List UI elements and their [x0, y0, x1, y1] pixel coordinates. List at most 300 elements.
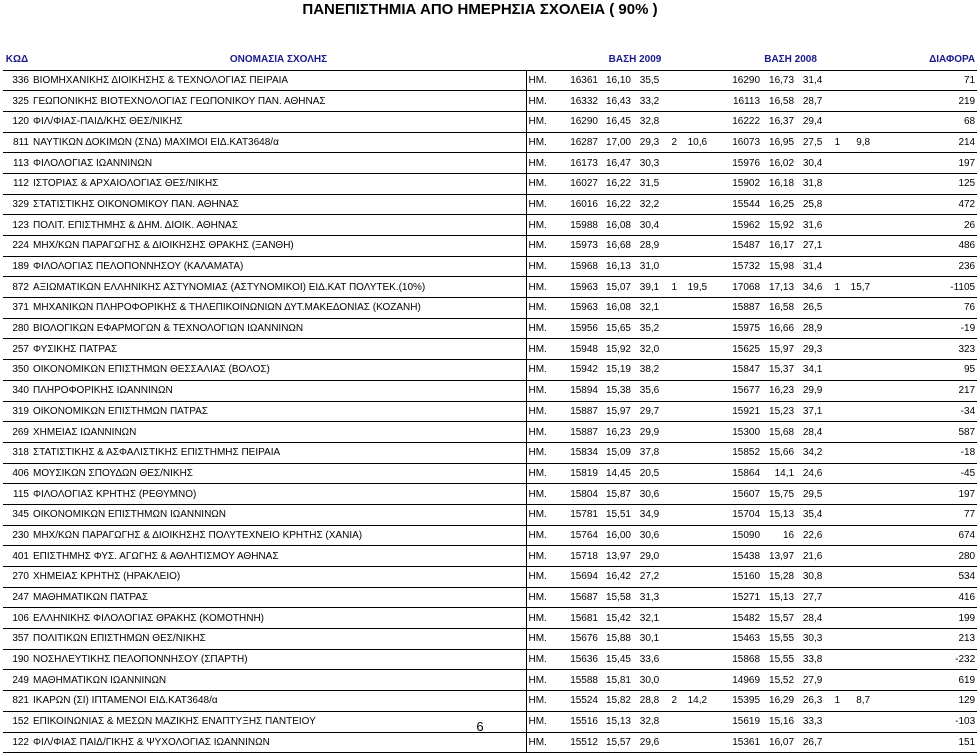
row-extra-value-2009 — [679, 567, 709, 588]
row-avg-2009: 13,97 — [600, 546, 633, 567]
row-code: 120 — [3, 111, 31, 132]
table-row — [3, 670, 977, 691]
row-base-2008: 15619 — [709, 711, 762, 732]
row-code: 106 — [3, 608, 31, 629]
row-extra-value-2009 — [679, 215, 709, 236]
row-school-name: ΠΟΛΙΤΙΚΩΝ ΕΠΙΣΤΗΜΩΝ ΘΕΣ/ΝΙΚΗΣ — [31, 629, 526, 650]
row-base-2009: 15764 — [561, 525, 600, 546]
row-pct-2008: 34,2 — [796, 442, 829, 463]
row-base-2009: 15834 — [561, 442, 600, 463]
row-extra-value-2009 — [679, 298, 709, 319]
row-avg-2008: 15,37 — [762, 360, 796, 381]
row-avg-2008: 16,29 — [762, 691, 796, 712]
row-base-2008: 15463 — [709, 629, 762, 650]
row-pct-2009: 32,8 — [633, 111, 666, 132]
row-base-2008: 15921 — [709, 401, 762, 422]
page-title: ΠΑΝΕΠΙΣΤΗΜΙΑ ΑΠΟ ΗΜΕΡΗΣΙΑ ΣΧΟΛΕΙΑ ( 90% ) — [302, 1, 658, 18]
row-code: 115 — [3, 484, 31, 505]
row-avg-2009: 17,00 — [600, 132, 633, 153]
row-school-name: ΠΛΗΡΟΦΟΡΙΚΗΣ ΙΩΑΝΝΙΝΩΝ — [31, 380, 526, 401]
row-base-2009: 15804 — [561, 484, 600, 505]
row-base-2009: 15988 — [561, 215, 600, 236]
row-school-name: ΕΠΙΣΤΗΜΗΣ ΦΥΣ. ΑΓΩΓΗΣ & ΑΘΛΗΤΙΣΜΟΥ ΑΘΗΝΑΣ — [31, 546, 526, 567]
row-base-2008: 15090 — [709, 525, 762, 546]
row-base-2009: 15516 — [561, 711, 600, 732]
row-extra-value-2008 — [842, 298, 872, 319]
row-code: 872 — [3, 277, 31, 298]
row-extra-count-2009 — [666, 649, 679, 670]
row-extra-count-2008 — [829, 70, 842, 91]
row-pct-2008: 29,9 — [796, 380, 829, 401]
row-base-2008: 15271 — [709, 587, 762, 608]
row-extra-value-2008 — [842, 546, 872, 567]
row-avg-2009: 15,82 — [600, 691, 633, 712]
row-pct-2009: 30,6 — [633, 484, 666, 505]
row-pct-2009: 20,5 — [633, 463, 666, 484]
row-difference: -232 — [872, 649, 977, 670]
row-school-name: ΧΗΜΕΙΑΣ ΙΩΑΝΝΙΝΩΝ — [31, 422, 526, 443]
row-avg-2008: 15,75 — [762, 484, 796, 505]
row-avg-2009: 15,51 — [600, 504, 633, 525]
row-avg-2008: 15,23 — [762, 401, 796, 422]
row-pct-2009: 29,3 — [633, 132, 666, 153]
row-code: 249 — [3, 670, 31, 691]
row-type: ΗΜ. — [526, 194, 561, 215]
row-extra-count-2008 — [829, 194, 842, 215]
row-school-name: ΟΙΚΟΝΟΜΙΚΩΝ ΕΠΙΣΤΗΜΩΝ ΙΩΑΝΝΙΝΩΝ — [31, 504, 526, 525]
row-pct-2009: 35,6 — [633, 380, 666, 401]
row-pct-2009: 33,6 — [633, 649, 666, 670]
row-difference: 323 — [872, 339, 977, 360]
row-extra-count-2009 — [666, 463, 679, 484]
row-extra-count-2008 — [829, 587, 842, 608]
row-type: ΗΜ. — [526, 360, 561, 381]
row-extra-value-2008 — [842, 91, 872, 112]
row-pct-2008: 31,4 — [796, 256, 829, 277]
row-pct-2008: 28,7 — [796, 91, 829, 112]
row-difference: 472 — [872, 194, 977, 215]
row-base-2009: 15694 — [561, 567, 600, 588]
row-code: 257 — [3, 339, 31, 360]
row-difference: 151 — [872, 732, 977, 753]
row-extra-count-2009 — [666, 546, 679, 567]
row-type: ΗΜ. — [526, 422, 561, 443]
row-pct-2009: 34,9 — [633, 504, 666, 525]
row-difference: 26 — [872, 215, 977, 236]
row-school-name: ΣΤΑΤΙΣΤΙΚΗΣ ΟΙΚΟΝΟΜΙΚΟΥ ΠΑΝ. ΑΘΗΝΑΣ — [31, 194, 526, 215]
table-row — [3, 298, 977, 319]
table-row — [3, 608, 977, 629]
row-extra-value-2008 — [842, 525, 872, 546]
row-code: 318 — [3, 442, 31, 463]
row-extra-value-2009 — [679, 194, 709, 215]
row-avg-2009: 15,09 — [600, 442, 633, 463]
row-difference: 280 — [872, 546, 977, 567]
row-code: 406 — [3, 463, 31, 484]
table-header-row — [3, 50, 977, 70]
row-code: 269 — [3, 422, 31, 443]
row-pct-2008: 28,9 — [796, 318, 829, 339]
row-extra-value-2009 — [679, 732, 709, 753]
row-extra-count-2009 — [666, 587, 679, 608]
row-school-name: ΜΗΧΑΝΙΚΩΝ ΠΛΗΡΟΦΟΡΙΚΗΣ & ΤΗΛΕΠΙΚΟΙΝΩΝΙΩΝ ΔΥΤ.ΜΑΚΕΔΟΝΙΑΣ (ΚΟΖΑΝΗ) — [31, 298, 526, 319]
row-school-name: ΣΤΑΤΙΣΤΙΚΗΣ & ΑΣΦΑΛΙΣΤΙΚΗΣ ΕΠΙΣΤΗΜΗΣ ΠΕΙΡΑΙΑ — [31, 442, 526, 463]
row-extra-count-2009: 2 — [666, 132, 679, 153]
row-type: ΗΜ. — [526, 380, 561, 401]
row-base-2009: 15636 — [561, 649, 600, 670]
row-extra-value-2008 — [842, 629, 872, 650]
row-extra-value-2009 — [679, 587, 709, 608]
row-type: ΗΜ. — [526, 463, 561, 484]
table-row — [3, 691, 977, 712]
table-row — [3, 587, 977, 608]
row-base-2008: 15677 — [709, 380, 762, 401]
row-pct-2008: 27,7 — [796, 587, 829, 608]
row-pct-2009: 29,7 — [633, 401, 666, 422]
row-school-name: ΒΙΟΜΗΧΑΝΙΚΗΣ ΔΙΟΙΚΗΣΗΣ & ΤΕΧΝΟΛΟΓΙΑΣ ΠΕΙΡΑΙΑ — [31, 70, 526, 91]
row-avg-2008: 16,18 — [762, 173, 796, 194]
row-avg-2008: 16,66 — [762, 318, 796, 339]
table-row — [3, 525, 977, 546]
row-difference: 674 — [872, 525, 977, 546]
row-difference: -1105 — [872, 277, 977, 298]
row-type: ΗΜ. — [526, 442, 561, 463]
row-difference: 217 — [872, 380, 977, 401]
row-base-2009: 15973 — [561, 236, 600, 257]
row-avg-2009: 16,22 — [600, 173, 633, 194]
row-type: ΗΜ. — [526, 629, 561, 650]
row-code: 811 — [3, 132, 31, 153]
row-extra-count-2008 — [829, 173, 842, 194]
row-code: 189 — [3, 256, 31, 277]
row-base-2008: 15544 — [709, 194, 762, 215]
row-pct-2009: 39,1 — [633, 277, 666, 298]
row-type: ΗΜ. — [526, 256, 561, 277]
table-row — [3, 132, 977, 153]
row-pct-2008: 26,7 — [796, 732, 829, 753]
row-avg-2008: 15,97 — [762, 339, 796, 360]
row-extra-value-2008 — [842, 339, 872, 360]
row-extra-count-2008 — [829, 504, 842, 525]
row-pct-2008: 37,1 — [796, 401, 829, 422]
row-extra-value-2008: 9,8 — [842, 132, 872, 153]
row-school-name: ΜΗΧ/ΚΩΝ ΠΑΡΑΓΩΓΗΣ & ΔΙΟΙΚΗΣΗΣ ΘΡΑΚΗΣ (ΞΑΝΘΗ) — [31, 236, 526, 257]
row-type: ΗΜ. — [526, 401, 561, 422]
row-base-2009: 15718 — [561, 546, 600, 567]
row-extra-count-2009 — [666, 380, 679, 401]
row-extra-count-2009 — [666, 173, 679, 194]
row-base-2008: 14969 — [709, 670, 762, 691]
row-code: 113 — [3, 153, 31, 174]
row-pct-2009: 28,8 — [633, 691, 666, 712]
row-avg-2008: 15,16 — [762, 711, 796, 732]
row-code: 350 — [3, 360, 31, 381]
row-avg-2009: 15,38 — [600, 380, 633, 401]
row-difference: 77 — [872, 504, 977, 525]
row-code: 122 — [3, 732, 31, 753]
row-base-2009: 15942 — [561, 360, 600, 381]
row-avg-2009: 16,68 — [600, 236, 633, 257]
row-extra-count-2009: 2 — [666, 691, 679, 712]
row-extra-count-2008 — [829, 401, 842, 422]
row-base-2008: 15887 — [709, 298, 762, 319]
row-extra-value-2009 — [679, 608, 709, 629]
row-extra-count-2009 — [666, 215, 679, 236]
row-base-2009: 15894 — [561, 380, 600, 401]
row-school-name: ΠΟΛΙΤ. ΕΠΙΣΤΗΜΗΣ & ΔΗΜ. ΔΙΟΙΚ. ΑΘΗΝΑΣ — [31, 215, 526, 236]
table-row — [3, 463, 977, 484]
row-pct-2009: 32,1 — [633, 298, 666, 319]
header-base-2008: ΒΑΣΗ 2008 — [709, 50, 872, 70]
row-avg-2009: 16,10 — [600, 70, 633, 91]
row-extra-count-2009 — [666, 298, 679, 319]
row-avg-2008: 15,28 — [762, 567, 796, 588]
row-extra-value-2009 — [679, 173, 709, 194]
row-pct-2008: 28,4 — [796, 608, 829, 629]
row-pct-2009: 33,2 — [633, 91, 666, 112]
row-difference: 534 — [872, 567, 977, 588]
row-extra-value-2008 — [842, 732, 872, 753]
row-pct-2008: 31,8 — [796, 173, 829, 194]
row-extra-value-2008 — [842, 463, 872, 484]
row-type: ΗΜ. — [526, 711, 561, 732]
row-avg-2009: 15,92 — [600, 339, 633, 360]
row-base-2009: 15676 — [561, 629, 600, 650]
row-extra-value-2008 — [842, 401, 872, 422]
row-extra-count-2008 — [829, 91, 842, 112]
header-difference: ΔΙΑΦΟΡΑ — [872, 50, 977, 70]
row-pct-2009: 30,6 — [633, 525, 666, 546]
row-code: 247 — [3, 587, 31, 608]
table-row — [3, 504, 977, 525]
table-row — [3, 70, 977, 91]
row-base-2008: 15361 — [709, 732, 762, 753]
row-base-2008: 16073 — [709, 132, 762, 153]
row-school-name: ΓΕΩΠΟΝΙΚΗΣ ΒΙΟΤΕΧΝΟΛΟΓΙΑΣ ΓΕΩΠΟΝΙΚΟΥ ΠΑΝ. ΑΘΗΝΑΣ — [31, 91, 526, 112]
row-avg-2009: 16,23 — [600, 422, 633, 443]
row-base-2008: 15962 — [709, 215, 762, 236]
row-base-2008: 15300 — [709, 422, 762, 443]
row-pct-2008: 21,6 — [796, 546, 829, 567]
row-base-2009: 16016 — [561, 194, 600, 215]
table-row — [3, 380, 977, 401]
table-row — [3, 339, 977, 360]
row-base-2008: 15868 — [709, 649, 762, 670]
row-type: ΗΜ. — [526, 525, 561, 546]
row-extra-count-2009 — [666, 256, 679, 277]
row-pct-2008: 31,4 — [796, 70, 829, 91]
header-base-2009: ΒΑΣΗ 2009 — [561, 50, 709, 70]
row-school-name: ΜΗΧ/ΚΩΝ ΠΑΡΑΓΩΓΗΣ & ΔΙΟΙΚΗΣΗΣ ΠΟΛΥΤΕΧΝΕΙΟ ΚΡΗΤΗΣ (ΧΑΝΙΑ) — [31, 525, 526, 546]
row-extra-count-2009 — [666, 360, 679, 381]
row-base-2008: 15395 — [709, 691, 762, 712]
row-type: ΗΜ. — [526, 132, 561, 153]
row-type: ΗΜ. — [526, 153, 561, 174]
row-extra-count-2008 — [829, 153, 842, 174]
row-base-2008: 16222 — [709, 111, 762, 132]
row-extra-value-2009 — [679, 463, 709, 484]
row-extra-value-2008 — [842, 608, 872, 629]
row-pct-2009: 31,5 — [633, 173, 666, 194]
table-row — [3, 442, 977, 463]
row-avg-2009: 15,58 — [600, 587, 633, 608]
row-base-2009: 16027 — [561, 173, 600, 194]
row-extra-value-2008 — [842, 504, 872, 525]
row-base-2009: 15781 — [561, 504, 600, 525]
row-school-name: ΜΑΘΗΜΑΤΙΚΩΝ ΠΑΤΡΑΣ — [31, 587, 526, 608]
row-base-2009: 15524 — [561, 691, 600, 712]
row-type: ΗΜ. — [526, 70, 561, 91]
row-pct-2009: 32,2 — [633, 194, 666, 215]
row-difference: 68 — [872, 111, 977, 132]
row-code: 340 — [3, 380, 31, 401]
header-code: ΚΩΔ — [3, 50, 31, 70]
row-extra-value-2009 — [679, 256, 709, 277]
row-extra-count-2008 — [829, 463, 842, 484]
row-base-2009: 16290 — [561, 111, 600, 132]
row-school-name: ΦΥΣΙΚΗΣ ΠΑΤΡΑΣ — [31, 339, 526, 360]
row-pct-2008: 30,8 — [796, 567, 829, 588]
row-extra-count-2009 — [666, 153, 679, 174]
row-avg-2009: 15,97 — [600, 401, 633, 422]
row-type: ΗΜ. — [526, 298, 561, 319]
row-extra-value-2009 — [679, 380, 709, 401]
row-school-name: ΝΑΥΤΙΚΩΝ ΔΟΚΙΜΩΝ (ΣΝΔ) ΜΑΧΙΜΟΙ ΕΙΔ.ΚΑΤ3648/α — [31, 132, 526, 153]
row-extra-count-2009 — [666, 732, 679, 753]
table-row — [3, 277, 977, 298]
table-row — [3, 153, 977, 174]
row-extra-count-2009 — [666, 484, 679, 505]
row-difference: 95 — [872, 360, 977, 381]
row-extra-count-2009 — [666, 111, 679, 132]
row-avg-2008: 15,57 — [762, 608, 796, 629]
row-avg-2008: 15,66 — [762, 442, 796, 463]
row-pct-2009: 32,1 — [633, 608, 666, 629]
row-pct-2008: 29,3 — [796, 339, 829, 360]
row-avg-2009: 16,22 — [600, 194, 633, 215]
row-base-2008: 15732 — [709, 256, 762, 277]
row-pct-2008: 27,9 — [796, 670, 829, 691]
table-row — [3, 422, 977, 443]
row-pct-2009: 27,2 — [633, 567, 666, 588]
row-school-name: ΙΣΤΟΡΙΑΣ & ΑΡΧΑΙΟΛΟΓΙΑΣ ΘΕΣ/ΝΙΚΗΣ — [31, 173, 526, 194]
row-type: ΗΜ. — [526, 608, 561, 629]
row-school-name: ΟΙΚΟΝΟΜΙΚΩΝ ΕΠΙΣΤΗΜΩΝ ΘΕΣΣΑΛΙΑΣ (ΒΟΛΟΣ) — [31, 360, 526, 381]
row-school-name: ΦΙΛΟΛΟΓΙΑΣ ΚΡΗΤΗΣ (ΡΕΘΥΜΝΟ) — [31, 484, 526, 505]
row-pct-2008: 34,6 — [796, 277, 829, 298]
row-extra-value-2009 — [679, 360, 709, 381]
row-extra-value-2009 — [679, 111, 709, 132]
row-avg-2009: 16,00 — [600, 525, 633, 546]
row-difference: -19 — [872, 318, 977, 339]
row-avg-2009: 15,65 — [600, 318, 633, 339]
row-difference: 197 — [872, 484, 977, 505]
table-row — [3, 401, 977, 422]
row-avg-2009: 15,87 — [600, 484, 633, 505]
row-type: ΗΜ. — [526, 732, 561, 753]
row-code: 123 — [3, 215, 31, 236]
row-school-name: ΙΚΑΡΩΝ (ΣΙ) ΙΠΤΑΜΕΝΟΙ ΕΙΔ.ΚΑΤ3648/α — [31, 691, 526, 712]
row-difference: 416 — [872, 587, 977, 608]
row-code: 190 — [3, 649, 31, 670]
row-extra-count-2009 — [666, 442, 679, 463]
page-number: 6 — [476, 719, 484, 734]
row-extra-value-2008 — [842, 380, 872, 401]
row-difference: 486 — [872, 236, 977, 257]
row-extra-count-2008 — [829, 608, 842, 629]
row-pct-2008: 30,3 — [796, 629, 829, 650]
row-pct-2008: 29,4 — [796, 111, 829, 132]
row-pct-2008: 27,5 — [796, 132, 829, 153]
row-code: 319 — [3, 401, 31, 422]
row-extra-count-2008 — [829, 215, 842, 236]
row-extra-value-2009: 19,5 — [679, 277, 709, 298]
table-row — [3, 236, 977, 257]
row-school-name: ΦΙΛΟΛΟΓΙΑΣ ΠΕΛΟΠΟΝΝΗΣΟΥ (ΚΑΛΑΜΑΤΑ) — [31, 256, 526, 277]
row-extra-value-2009 — [679, 422, 709, 443]
table-row — [3, 256, 977, 277]
header-name: ΟΝΟΜΑΣΙΑ ΣΧΟΛΗΣ — [31, 50, 526, 70]
row-type: ΗΜ. — [526, 484, 561, 505]
row-extra-value-2008 — [842, 173, 872, 194]
row-extra-count-2009 — [666, 91, 679, 112]
row-extra-value-2009: 10,6 — [679, 132, 709, 153]
row-avg-2009: 15,88 — [600, 629, 633, 650]
table-row — [3, 732, 977, 753]
row-base-2009: 15948 — [561, 339, 600, 360]
row-extra-value-2008 — [842, 587, 872, 608]
row-pct-2009: 32,8 — [633, 711, 666, 732]
row-difference: 587 — [872, 422, 977, 443]
row-extra-count-2008 — [829, 442, 842, 463]
row-base-2009: 15956 — [561, 318, 600, 339]
row-pct-2009: 37,8 — [633, 442, 666, 463]
row-pct-2009: 31,0 — [633, 256, 666, 277]
row-avg-2008: 16,58 — [762, 298, 796, 319]
row-type: ΗΜ. — [526, 277, 561, 298]
table-row — [3, 194, 977, 215]
row-extra-value-2008 — [842, 670, 872, 691]
row-pct-2008: 26,3 — [796, 691, 829, 712]
row-difference: 619 — [872, 670, 977, 691]
row-avg-2008: 16 — [762, 525, 796, 546]
row-base-2008: 15160 — [709, 567, 762, 588]
row-extra-count-2008 — [829, 567, 842, 588]
row-extra-count-2008: 1 — [829, 132, 842, 153]
row-pct-2008: 27,1 — [796, 236, 829, 257]
row-avg-2008: 16,73 — [762, 70, 796, 91]
row-code: 821 — [3, 691, 31, 712]
row-extra-value-2009 — [679, 401, 709, 422]
row-avg-2009: 16,42 — [600, 567, 633, 588]
row-base-2008: 15852 — [709, 442, 762, 463]
row-school-name: ΦΙΛ/ΦΙΑΣ-ΠΑΙΔ/ΚΗΣ ΘΕΣ/ΝΙΚΗΣ — [31, 111, 526, 132]
row-base-2009: 15887 — [561, 422, 600, 443]
row-base-2008: 15607 — [709, 484, 762, 505]
row-avg-2009: 16,47 — [600, 153, 633, 174]
row-avg-2009: 15,19 — [600, 360, 633, 381]
row-pct-2008: 28,4 — [796, 422, 829, 443]
row-pct-2009: 30,1 — [633, 629, 666, 650]
row-extra-value-2008 — [842, 422, 872, 443]
row-extra-count-2009 — [666, 401, 679, 422]
row-avg-2008: 16,07 — [762, 732, 796, 753]
row-extra-count-2009 — [666, 567, 679, 588]
row-type: ΗΜ. — [526, 111, 561, 132]
row-base-2008: 15625 — [709, 339, 762, 360]
row-type: ΗΜ. — [526, 670, 561, 691]
row-avg-2008: 16,95 — [762, 132, 796, 153]
